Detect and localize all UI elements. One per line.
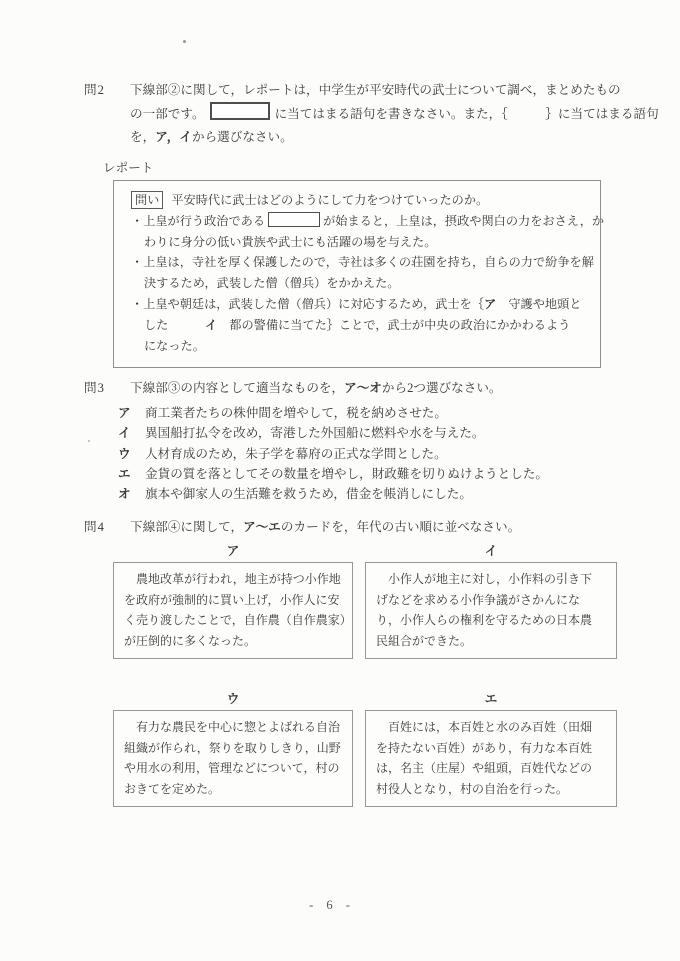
answer-blank-box: [210, 102, 270, 120]
card-i: [365, 562, 617, 659]
page-number: - 6 -: [309, 898, 355, 912]
card-i-line: 小作人が地主に対し，小作料の引き下: [388, 572, 593, 586]
intro-line2-post: に当てはまる語句を書きなさい。また，｛ ｝に当てはまる語句: [274, 107, 659, 121]
q4-intro-pre: 下線部④に関して，: [130, 520, 244, 534]
report-bullet1-line1: [114, 211, 605, 232]
question-3-intro: [130, 377, 629, 400]
bullet1-pre: ・上皇が行う政治である: [131, 213, 266, 228]
card-e-line: 百姓には，本百姓と水のみ百姓（田畑: [388, 720, 593, 734]
bullet3-pre: ・上皇や朝廷は，武装した僧（僧兵）に対応するため，武士を｛: [131, 296, 484, 311]
card-u-cell: [113, 690, 353, 807]
question-2: [84, 79, 659, 368]
card-i-cell: [365, 542, 617, 659]
intro-line3-choices: ア，イ: [155, 130, 192, 144]
card-a-line: く売り渡したことで，自作農（自作農家）: [124, 613, 352, 628]
card-e-cell: [365, 690, 617, 807]
bullet3-option-b-text: 都の警備に当てた｝ことで，武士が中央の政治にかかわるよう: [217, 317, 571, 332]
question-2-intro-line3: [130, 126, 659, 149]
report-bullet3-line3: になった。: [144, 338, 205, 353]
option-o-text: 旗本や御家人の生活難を救うため，借金を帳消しにした。: [145, 487, 472, 502]
card-e: [365, 710, 617, 807]
card-a: [113, 562, 353, 659]
question-2-intro-line2: [130, 102, 659, 126]
intro-line3-post: から選びなさい。: [191, 130, 293, 144]
option-i: [118, 423, 629, 443]
report-bullet3-line2: [114, 315, 600, 336]
q4-intro-post: のカードを，年代の古い順に並べなさい。: [280, 520, 521, 534]
card-u-line: 組織が作られ，祭りを取りしきり，山野: [124, 740, 341, 755]
bullet3-option-b-marker: イ: [204, 317, 218, 332]
card-i-line: り，小作人らの権利を守るための日本農: [376, 613, 593, 628]
intro-line2-pre: の一部です。: [130, 107, 205, 121]
card-u-line: おきてを定めた。: [124, 781, 221, 796]
card-a-cell: [113, 542, 353, 659]
q3-intro-post: から2つ選びなさい。: [381, 381, 502, 395]
scan-speck: [183, 40, 186, 43]
question-4-intro: [130, 516, 629, 539]
question-4: [84, 516, 629, 807]
option-a-text: 商工業者たちの株仲間を増やして，税を納めさせた。: [145, 406, 447, 420]
report-title: レポート: [103, 161, 154, 175]
card-a-line: を政府が強制的に買い上げ，小作人に安: [124, 592, 340, 607]
card-u-line: 有力な農民を中心に惣とよばれる自治: [136, 720, 341, 734]
bullet3-line2-pre: した: [144, 317, 169, 332]
card-e-line: は，名主（庄屋）や組頭，百姓代などの: [376, 761, 593, 776]
q3-intro-pre: 下線部③の内容として適当なものを，: [130, 381, 345, 395]
card-u-line: や用水の利用，管理などについて，村の: [124, 761, 340, 776]
card-e-line: を持たない百姓）があり，有力な本百姓: [376, 740, 593, 755]
option-u: [118, 444, 629, 464]
card-a-line: 農地改革が行われ，地主が持つ小作地: [136, 572, 341, 586]
card-u: [113, 710, 353, 807]
question-4-label: 問4: [84, 520, 105, 534]
option-a-marker: ア: [118, 406, 131, 420]
bullet3-line2-gap: [168, 318, 205, 332]
bullet1-post: が始まると，上皇は，摂政や関白の力をおさえ，か: [323, 213, 605, 228]
card-e-line: 村役人となり，村の自治を行った。: [376, 781, 569, 796]
question-4-cards: [113, 539, 617, 807]
question-3-options: [118, 403, 629, 504]
report-box: [113, 180, 605, 368]
question-3: [84, 377, 629, 504]
toi-label: 問い: [131, 191, 163, 209]
option-e-marker: エ: [118, 466, 131, 481]
question-2-intro-line1: 下線部②に関して，レポートは，中学生が平安時代の武士について調べ，まとめたもの: [130, 83, 621, 97]
option-u-text: 人材育成のため，朱子学を幕府の正式な学問とした。: [145, 446, 447, 461]
report-bullet3-line1: [114, 294, 600, 315]
card-a-line: が圧倒的に多くなった。: [124, 633, 257, 648]
option-i-marker: イ: [118, 426, 131, 441]
option-i-text: 異国船打払令を改め，寄港した外国船に燃料や水を与えた。: [145, 426, 485, 441]
option-a: [118, 403, 629, 423]
option-o-marker: オ: [118, 487, 131, 502]
option-u-marker: ウ: [118, 446, 131, 461]
report-bullet2-line2: 決するため，武装した僧（僧兵）をかかえた。: [144, 276, 400, 291]
question-2-label: 問2: [84, 83, 105, 97]
bullet3-option-a-marker: ア: [483, 296, 497, 311]
card-e-header: エ: [484, 692, 498, 706]
option-e: [118, 464, 629, 484]
option-e-text: 金貨の質を落としてその数量を増やし，財政難を切りぬけようとした。: [145, 466, 548, 481]
toi-text: 平安時代に武士はどのようにして力をつけていったのか。: [171, 193, 489, 207]
card-i-line: 民組合ができた。: [376, 633, 473, 648]
bullet3-option-a-text: 守護や地頭と: [496, 296, 582, 311]
card-u-header: ウ: [226, 692, 240, 706]
answer-blank-box: [268, 212, 320, 227]
intro-line3-pre: を，: [130, 130, 156, 144]
card-i-header: イ: [484, 544, 498, 558]
q4-intro-range: ア～エ: [243, 520, 281, 534]
option-o: [118, 484, 629, 504]
question-3-label: 問3: [84, 381, 105, 395]
report-bullet2-line1: ・上皇は，寺社を厚く保護したので，寺社は多くの荘園を持ち，自らの力で紛争を解: [131, 255, 594, 270]
q3-intro-range: ア～オ: [344, 381, 382, 395]
card-a-header: ア: [226, 544, 240, 558]
report-question-line: [114, 190, 600, 211]
report-bullet1-line2: わりに身分の低い貴族や武士にも活躍の場を与えた。: [144, 234, 437, 249]
card-i-line: げなどを求める小作争議がさかんにな: [376, 592, 581, 607]
